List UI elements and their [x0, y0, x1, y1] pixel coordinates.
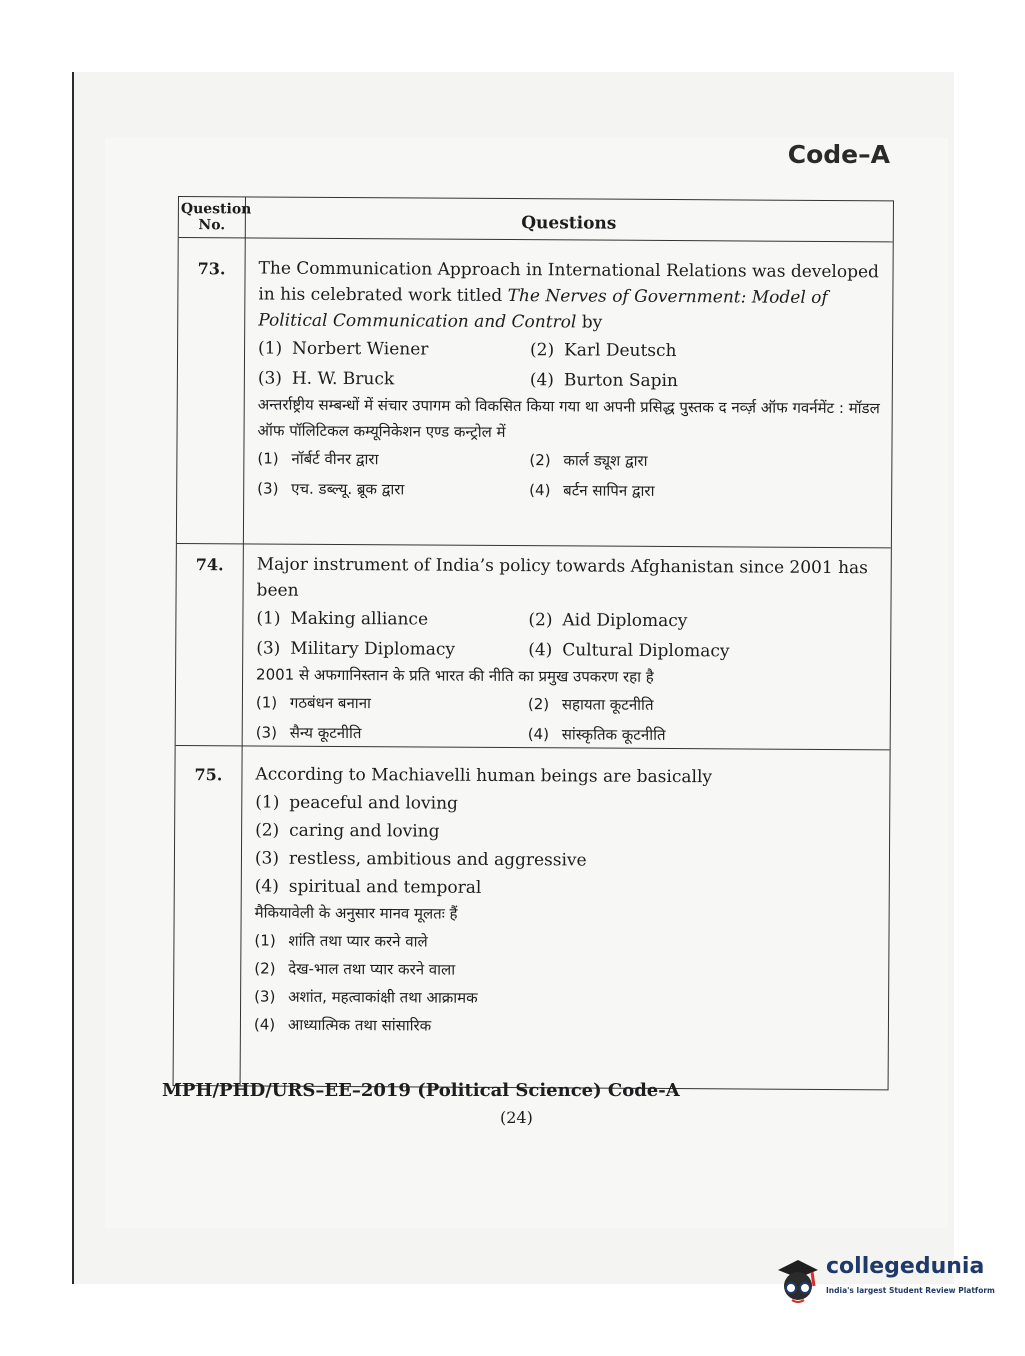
option: (2) Aid Diplomacy	[528, 610, 688, 632]
question-stem-hindi: अन्तर्राष्ट्रीय सम्बन्धों में संचार उपागम को विकसित किया गया था अपनी प्रसिद्ध पुस्तक द नर्व्ज़ ऑफ गवर्नमेंट : मॉडल ऑफ पॉलिटिकल कम्यूनिकेशन एण्ड कन्ट्रोल में	[257, 395, 880, 442]
question-stem: Major instrument of India’s policy towards Afghanistan since 2001 has been	[256, 554, 868, 601]
question-stem-hindi: मैकियावेली के अनुसार मानव मूलतः हैं	[254, 903, 458, 923]
option: (4) spiritual and temporal	[254, 876, 482, 898]
option: (1) शांति तथा प्यार करने वाले	[254, 931, 428, 951]
question-stem: According to Machiavelli human beings are basically	[255, 764, 713, 788]
option: (2) देख-भाल तथा प्यार करने वाला	[254, 959, 456, 979]
mascot-icon	[768, 1248, 824, 1308]
exam-footer: MPH/PHD/URS–EE–2019 (Political Science) Code-A	[162, 1080, 680, 1101]
option: (2) caring and loving	[255, 820, 440, 842]
column-divider	[240, 197, 246, 1085]
question-stem	[258, 255, 886, 337]
option: (1) peaceful and loving	[255, 792, 459, 814]
stem-text: The Communication Approach in International Relations was developed in his celebrated work titled	[258, 258, 880, 307]
option: (4) आध्यात्मिक तथा सांसारिक	[253, 1015, 432, 1035]
option: (1) Making alliance	[256, 608, 429, 630]
book-title: The Nerves of Government: Model of Political Communication and Control	[258, 286, 828, 333]
option: (3) एच. डब्ल्यू. ब्रूक द्वारा	[257, 479, 405, 499]
column-header-question-no: Question No.	[180, 201, 252, 234]
question-number: 75.	[194, 765, 223, 785]
question-74	[256, 551, 885, 749]
options-hi	[257, 445, 885, 505]
question-number: 73.	[197, 259, 226, 279]
page-number: (24)	[500, 1108, 533, 1127]
logo-brand: collegedunia	[826, 1254, 985, 1279]
question-75	[254, 761, 884, 1041]
question-73	[257, 255, 886, 505]
question-number: 74.	[195, 555, 224, 575]
stem-text: by	[576, 312, 603, 333]
option: (3) सैन्य कूटनीति	[255, 723, 362, 743]
options-en	[255, 789, 884, 903]
question-divider	[177, 543, 891, 548]
option: (3) Military Diplomacy	[256, 638, 456, 660]
option: (4) सांस्कृतिक कूटनीति	[527, 725, 666, 744]
logo-tagline: India's largest Student Review Platform	[826, 1286, 995, 1295]
option: (1) नॉर्बर्ट वीनर द्वारा	[257, 449, 379, 469]
options-hi	[254, 927, 883, 1041]
option: (3) H. W. Bruck	[257, 368, 395, 390]
header-divider	[179, 237, 893, 242]
option: (2) सहायता कूटनीति	[527, 695, 654, 714]
option: (4) Cultural Diplomacy	[528, 640, 730, 662]
option: (4) Burton Sapin	[529, 370, 678, 392]
options-en	[256, 605, 884, 665]
question-stem-hindi: 2001 से अफगानिस्तान के प्रति भारत की नीति का प्रमुख उपकरण रहा है	[256, 665, 654, 686]
option: (2) कार्ल ड्यूश द्वारा	[529, 451, 648, 470]
option: (4) बर्टन सापिन द्वारा	[529, 481, 655, 500]
paper-code: Code–A	[787, 140, 890, 169]
option: (1) Norbert Wiener	[258, 338, 429, 360]
option: (3) अशांत, महत्वाकांक्षी तथा आक्रामक	[254, 987, 478, 1007]
column-header-questions: Questions	[521, 213, 617, 234]
collegedunia-logo[interactable]	[768, 1248, 998, 1308]
option: (1) गठबंधन बनाना	[255, 693, 371, 713]
option: (3) restless, ambitious and aggressive	[254, 848, 587, 871]
options-hi	[256, 689, 884, 749]
question-table	[173, 196, 894, 1090]
option: (2) Karl Deutsch	[530, 340, 677, 362]
options-en	[258, 335, 886, 395]
